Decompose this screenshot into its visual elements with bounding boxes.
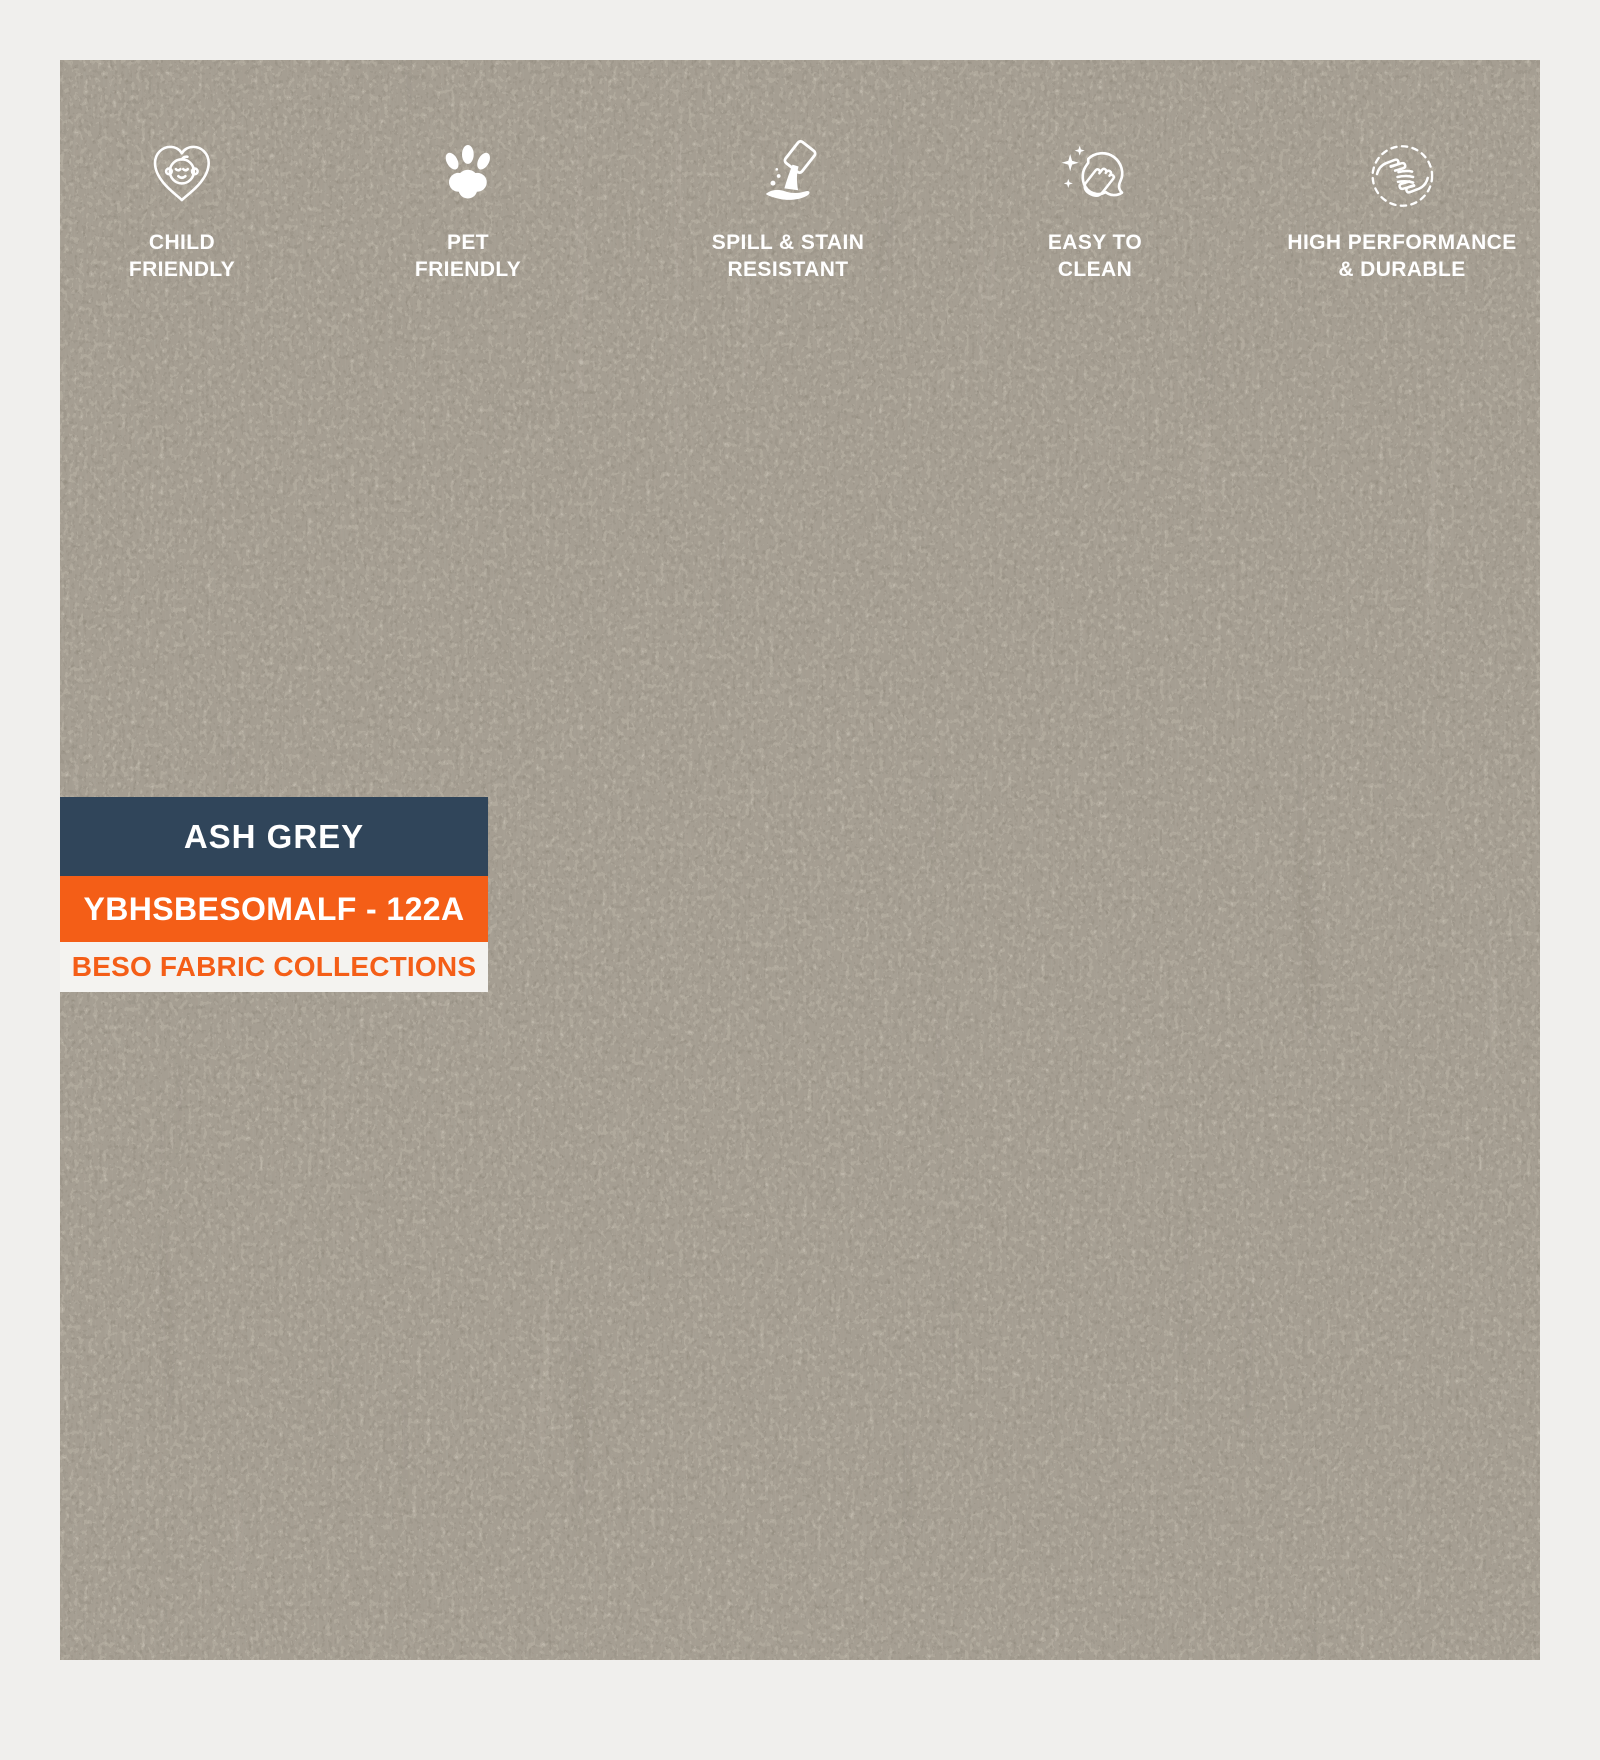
fabric-swatch bbox=[60, 60, 1540, 1660]
feature-pet-friendly bbox=[415, 138, 521, 283]
high-performance-icon bbox=[1287, 138, 1516, 214]
child-friendly-icon bbox=[129, 138, 235, 214]
sku-text: YBHSBESOMALF - 122A bbox=[83, 890, 465, 927]
swatch-label-block bbox=[60, 797, 488, 992]
spill-stain-icon bbox=[712, 138, 865, 214]
feature-child-friendly bbox=[129, 138, 235, 283]
feature-label: CHILD FRIENDLY bbox=[128, 231, 236, 281]
feature-label: SPILL & STAIN RESISTANT bbox=[711, 231, 865, 281]
sku-bar bbox=[60, 876, 488, 942]
feature-easy-clean bbox=[1048, 138, 1142, 283]
color-name-text: ASH GREY bbox=[183, 817, 365, 855]
feature-spill-stain bbox=[712, 138, 865, 283]
easy-to-clean-icon bbox=[1048, 138, 1142, 214]
feature-label: HIGH PERFORMANCE & DURABLE bbox=[1287, 231, 1517, 281]
feature-label: PET FRIENDLY bbox=[414, 231, 522, 281]
collection-bar bbox=[60, 942, 488, 992]
feature-high-performance bbox=[1287, 138, 1516, 283]
color-name-bar bbox=[60, 797, 488, 876]
collection-text: BESO FABRIC COLLECTIONS bbox=[71, 951, 477, 982]
feature-label: EASY TO CLEAN bbox=[1047, 231, 1143, 281]
pet-friendly-icon bbox=[415, 138, 521, 214]
